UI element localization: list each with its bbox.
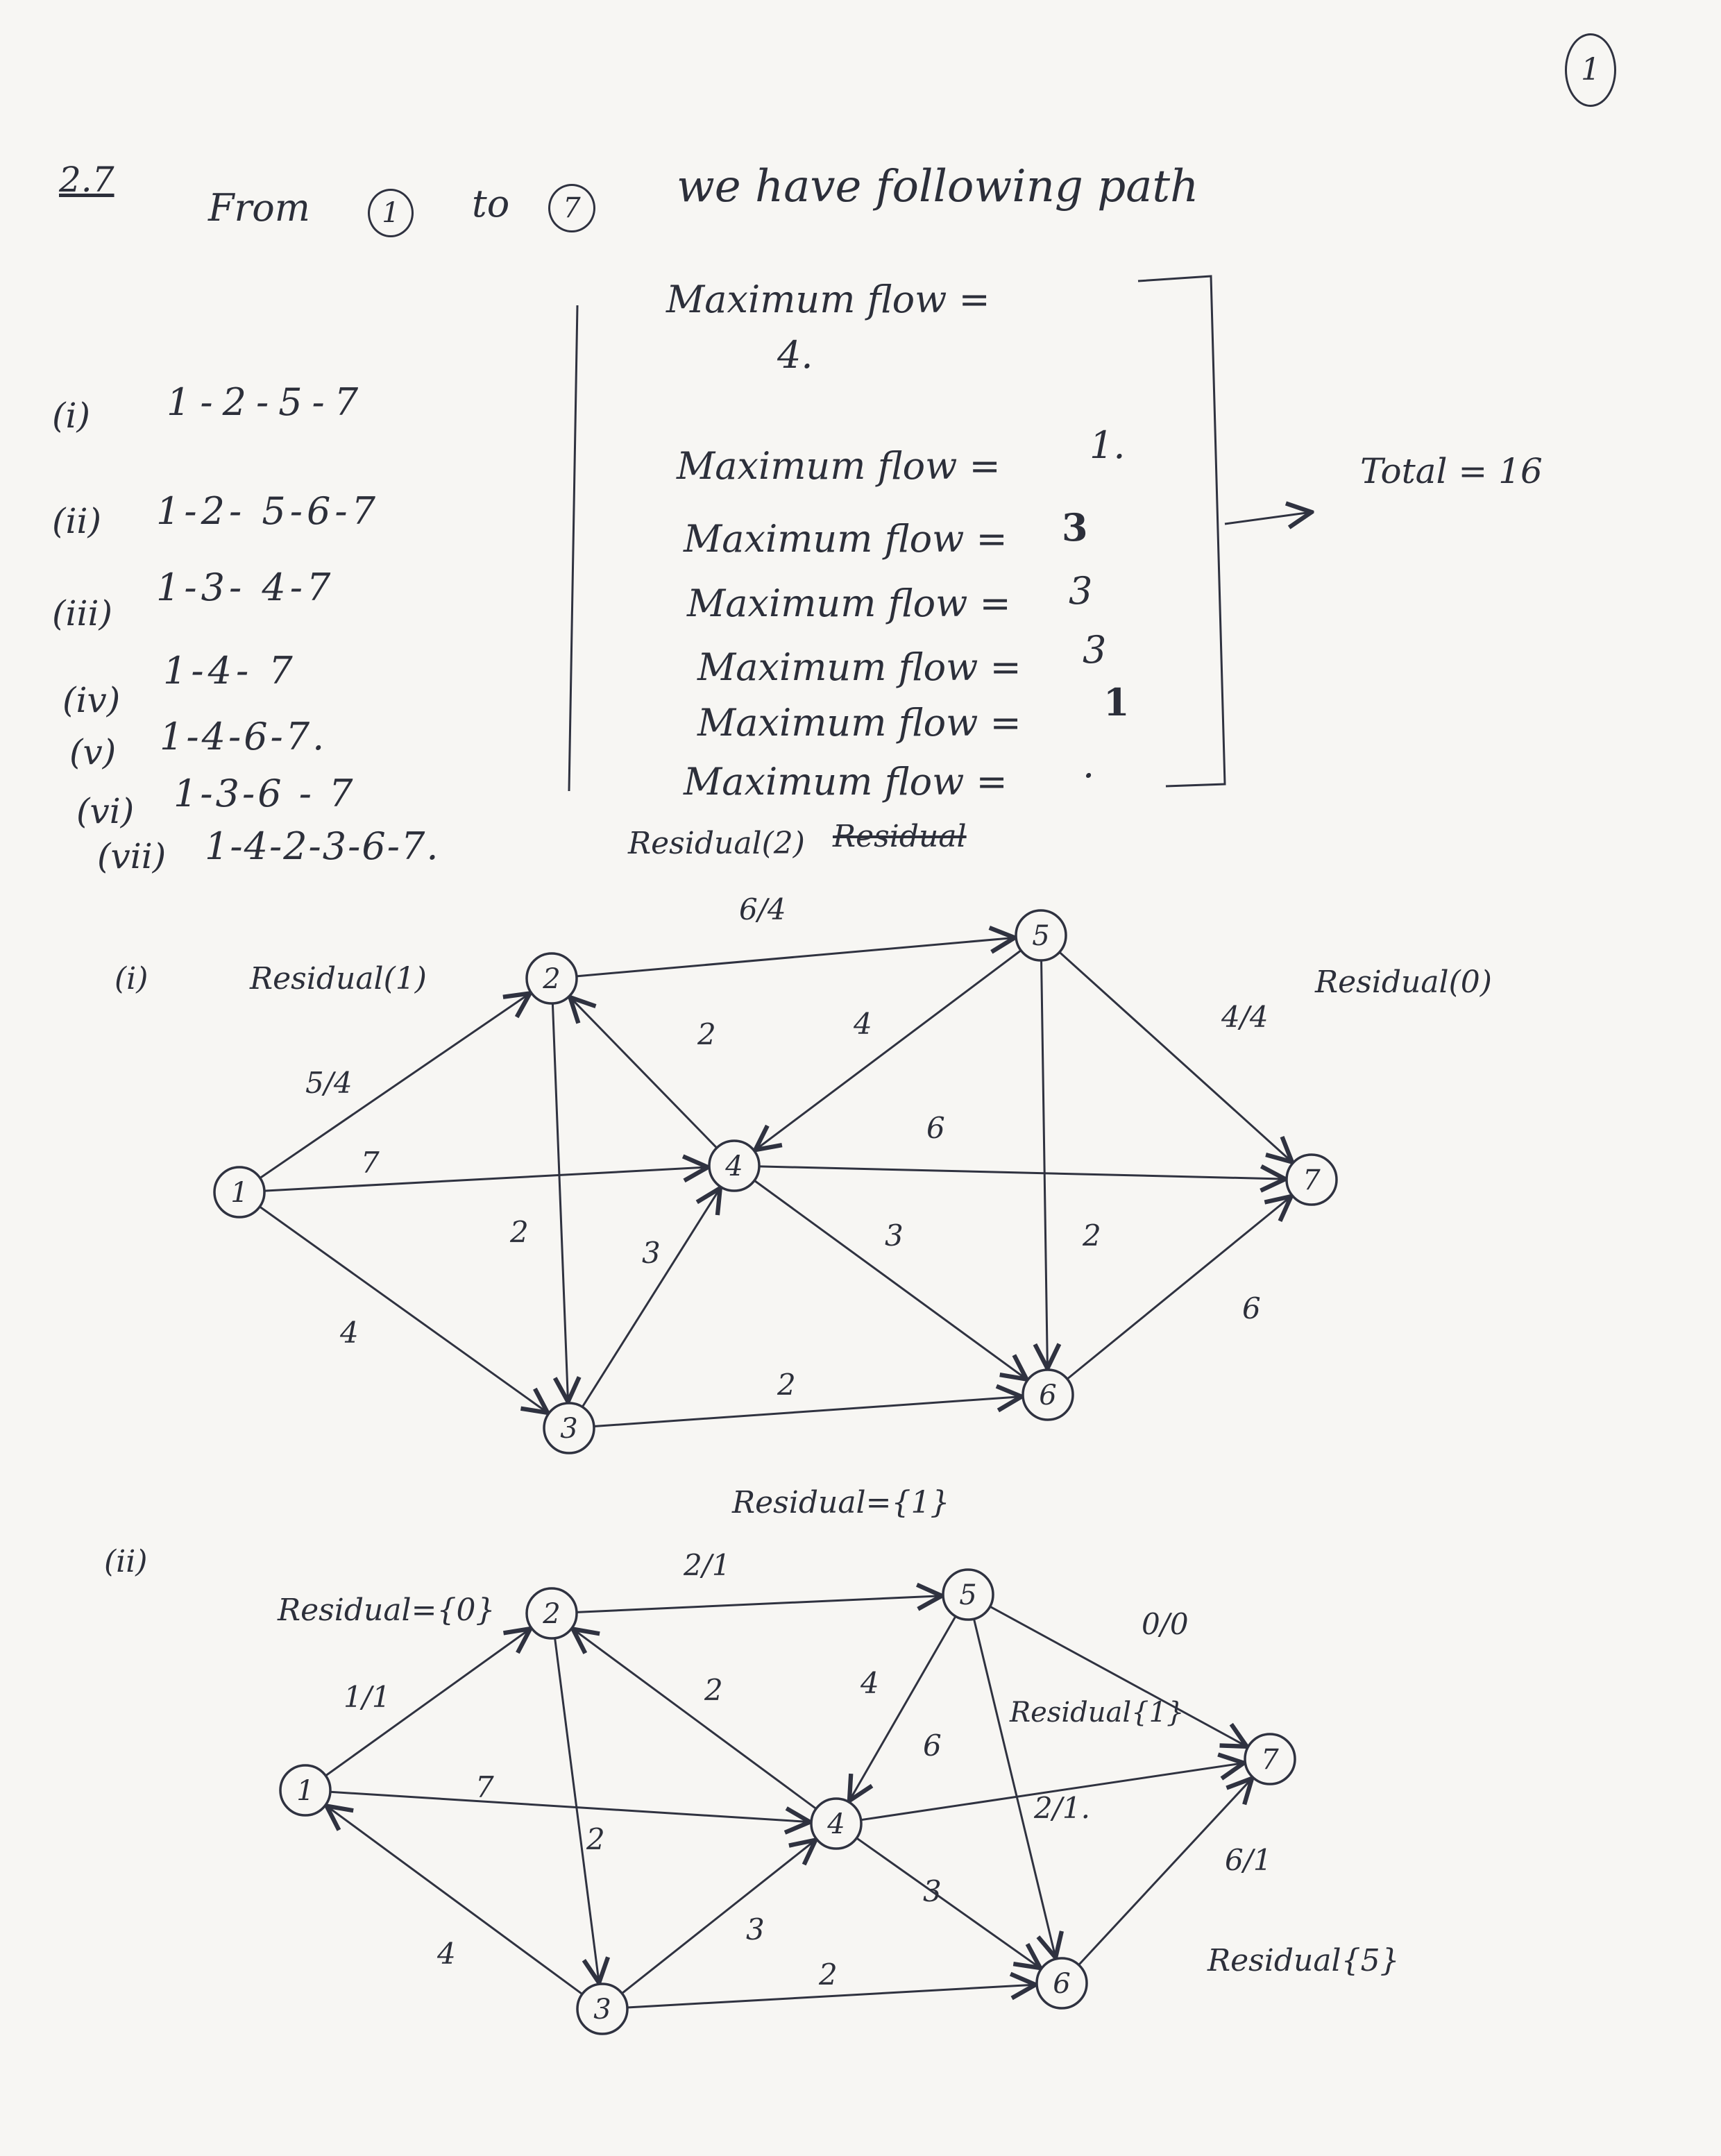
graph2-residual-d: Residual{5} — [1207, 1943, 1400, 1978]
edge-1-3 — [260, 1207, 548, 1413]
node-label: 5 — [959, 1579, 977, 1611]
edge-1-4 — [264, 1167, 708, 1191]
edge-label-5-4: 4 — [860, 1666, 879, 1700]
graph1-residual-a: Residual(1) — [250, 961, 427, 996]
edge-label-2-5: 6/4 — [739, 892, 786, 926]
path-value: 1-3-6 - 7 — [173, 772, 356, 815]
flow-text: Maximum flow = — [677, 444, 1001, 488]
node-7 — [1245, 1734, 1295, 1784]
edge-4-6 — [754, 1180, 1026, 1379]
node-5 — [943, 1570, 993, 1620]
flow-value: 3 — [1083, 628, 1107, 672]
path-label: (v) — [69, 732, 117, 772]
graph2 — [280, 1548, 1295, 2034]
edge-label-3-4: 3 — [642, 1236, 661, 1270]
edge-label-2-3: 2 — [586, 1822, 605, 1856]
total-arrow — [1225, 512, 1312, 524]
edge-label-5-6: 6 — [923, 1729, 942, 1763]
flow-text: Maximum flow = — [684, 517, 1008, 561]
edge-label-1-3: 4 — [340, 1316, 359, 1350]
node-4 — [811, 1799, 861, 1849]
header-to: to — [472, 182, 510, 226]
edge-2-5 — [577, 937, 1015, 976]
edge-label-6-7: 6/1 — [1225, 1843, 1272, 1877]
edge-5-7 — [1060, 952, 1292, 1162]
node-label: 6 — [1053, 1968, 1071, 2000]
edge-2-3 — [552, 1003, 568, 1402]
path-value: 1-2- 5-6-7 — [156, 489, 380, 533]
path-value: 1-4- 7 — [163, 649, 297, 693]
edge-4-2 — [573, 1629, 816, 1809]
path-label: (vi) — [76, 791, 135, 831]
node-3 — [544, 1403, 594, 1453]
header-sink-circle: 7 — [548, 184, 595, 232]
edge-label-5-7: 0/0 — [1142, 1607, 1189, 1641]
edge-5-6 — [974, 1619, 1056, 1958]
node-7 — [1287, 1155, 1337, 1205]
residual-top: Residual(2) — [628, 826, 805, 861]
edge-label-4-7: 6 — [926, 1111, 945, 1145]
edge-5-4 — [755, 951, 1021, 1151]
edge-label-5-6: 2 — [1083, 1219, 1101, 1253]
path-label: (iii) — [52, 593, 112, 634]
node-label: 5 — [1032, 920, 1050, 952]
edge-3-4 — [622, 1840, 815, 1994]
edge-label-4-6: 3 — [885, 1219, 904, 1253]
node-label: 4 — [827, 1808, 845, 1840]
edge-label-3-1: 4 — [437, 1937, 456, 1971]
graph2-label: (ii) — [104, 1544, 148, 1579]
edge-2-5 — [577, 1596, 942, 1613]
edge-4-6 — [856, 1838, 1040, 1968]
edge-2-3 — [555, 1638, 600, 1983]
graph1-residual-b: Residual(0) — [1315, 965, 1492, 1000]
node-label: 6 — [1039, 1380, 1057, 1411]
edge-label-4-2: 2 — [704, 1673, 723, 1707]
edge-5-6 — [1042, 960, 1048, 1368]
edge-label-3-6: 2 — [819, 1958, 838, 1992]
edge-label-1-2: 1/1 — [344, 1680, 391, 1714]
node-3 — [577, 1984, 627, 2034]
node-label: 1 — [296, 1775, 314, 1807]
node-1 — [280, 1765, 330, 1815]
path-label: (vii) — [97, 836, 167, 876]
header-from: From — [208, 186, 310, 230]
graph2-residual-c: Residual{1} — [1010, 1697, 1185, 1729]
graph1 — [214, 892, 1337, 1453]
node-label: 4 — [725, 1151, 743, 1182]
edge-5-7 — [990, 1606, 1247, 1747]
edge-label-5-7: 4/4 — [1221, 1000, 1269, 1034]
page-number: 1 — [1581, 52, 1600, 87]
node-1 — [214, 1167, 264, 1217]
node-label: 7 — [1261, 1744, 1279, 1776]
header-rest: we have following path — [677, 161, 1199, 212]
edge-5-4 — [849, 1616, 956, 1801]
path-label: (i) — [52, 396, 91, 436]
flow-value: 3 — [1069, 569, 1093, 613]
edge-label-2-3: 2 — [510, 1215, 529, 1249]
path-value: 1-2-5-7 — [167, 380, 368, 424]
path-label: (ii) — [52, 501, 101, 541]
flow-value: . — [1083, 742, 1095, 786]
header-source-circle: 1 — [368, 189, 414, 237]
edge-label-1-2: 5/4 — [305, 1066, 353, 1100]
graph1-label: (i) — [115, 961, 149, 996]
flow-text: Maximum flow = — [684, 760, 1008, 804]
edge-label-4-7: 2/1. — [1034, 1791, 1090, 1825]
node-6 — [1037, 1958, 1087, 2008]
edge-label-3-6: 2 — [777, 1368, 796, 1402]
node-5 — [1016, 910, 1066, 960]
flow-value: 3 — [1062, 505, 1088, 550]
node-6 — [1023, 1370, 1073, 1420]
path-label: (iv) — [62, 680, 121, 720]
flow-value: 4. — [777, 333, 813, 377]
edge-label-4-6: 3 — [923, 1874, 942, 1908]
residual-top-struck: Residual — [833, 819, 967, 854]
flow-text: Maximum flow = — [697, 645, 1021, 689]
flow-value: 1. — [1090, 423, 1126, 467]
graph2-residual-a: Residual={0} — [278, 1593, 495, 1628]
edge-3-4 — [582, 1188, 720, 1407]
edge-1-2 — [260, 993, 530, 1178]
node-label: 2 — [543, 963, 561, 995]
node-2 — [527, 953, 577, 1003]
edge-3-6 — [594, 1397, 1021, 1427]
edge-4-2 — [570, 997, 717, 1148]
flow-text: Maximum flow = — [666, 278, 990, 321]
graph2-residual-b: Residual={1} — [732, 1485, 950, 1520]
edge-label-1-4: 7 — [361, 1146, 380, 1180]
flows-right-bracket — [1138, 276, 1225, 786]
path-value: 1-4-6-7. — [160, 715, 328, 758]
edge-1-4 — [330, 1792, 810, 1822]
edge-4-7 — [759, 1166, 1285, 1179]
edge-label-6-7: 6 — [1242, 1291, 1261, 1325]
edge-label-2-5: 2/1 — [684, 1548, 731, 1582]
node-label: 2 — [543, 1598, 561, 1630]
problem-number: 2.7 — [59, 160, 115, 200]
edge-label-5-4: 4 — [854, 1007, 872, 1041]
path-value: 1-3- 4-7 — [156, 566, 335, 609]
node-4 — [709, 1141, 759, 1191]
node-label: 7 — [1303, 1164, 1321, 1196]
node-2 — [527, 1588, 577, 1638]
flows-left-bracket — [569, 305, 577, 791]
edge-label-4-2: 2 — [697, 1017, 716, 1051]
edge-label-3-4: 3 — [746, 1912, 765, 1946]
node-label: 3 — [560, 1413, 578, 1445]
node-label: 1 — [230, 1177, 248, 1209]
total-label: Total = 16 — [1360, 451, 1543, 491]
flow-text: Maximum flow = — [697, 701, 1021, 745]
flow-text: Maximum flow = — [687, 582, 1011, 625]
path-value: 1-4-2-3-6-7. — [205, 824, 440, 868]
flow-value: 1 — [1103, 680, 1130, 724]
node-label: 3 — [593, 1994, 611, 2026]
edge-label-1-4: 7 — [475, 1770, 494, 1804]
